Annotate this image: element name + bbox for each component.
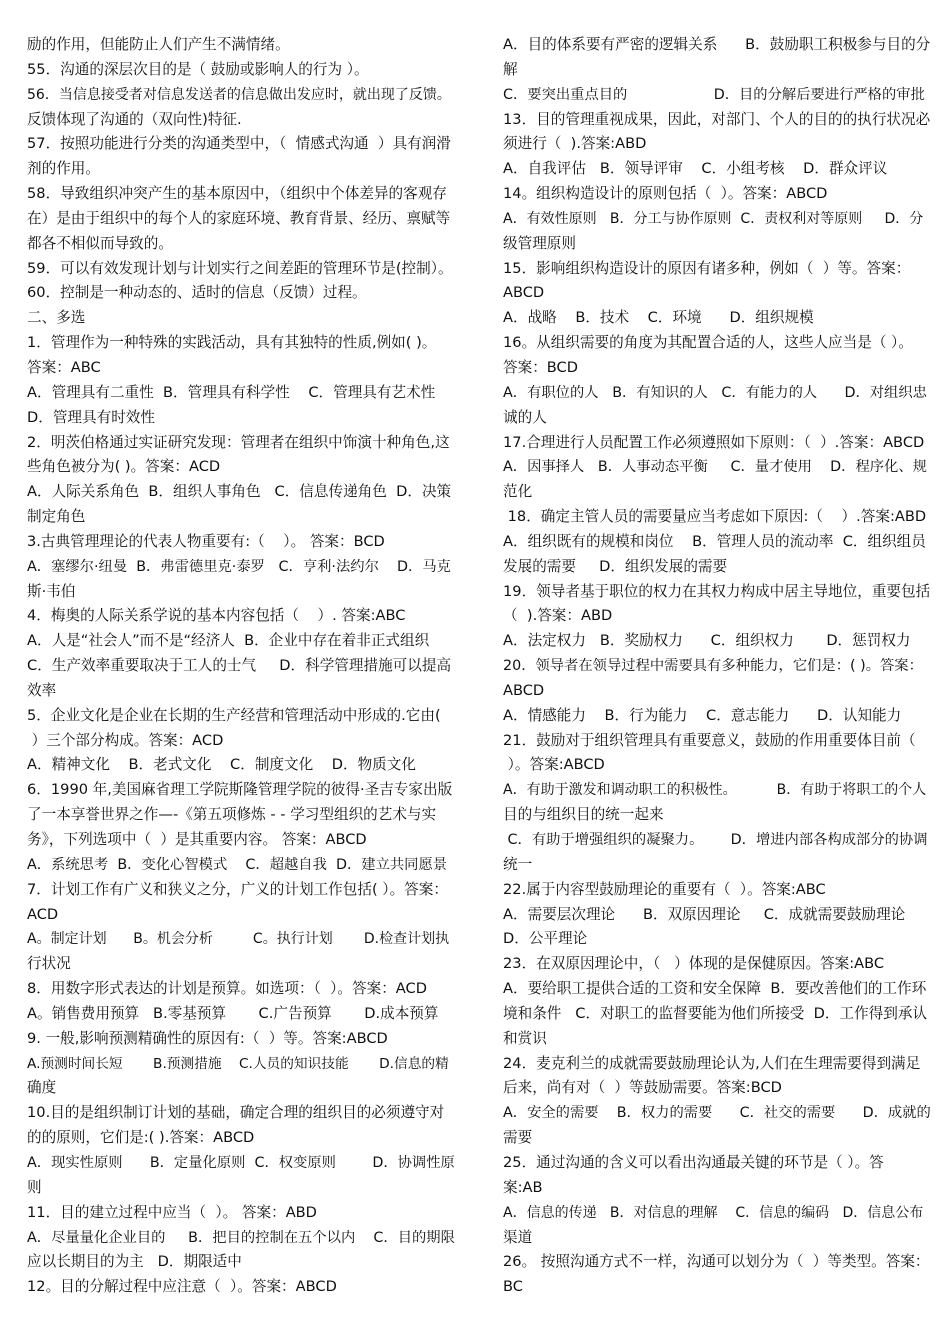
text-line: 21．鼓励对于组织管理具有重要意义，鼓励的作用重要体目前（ <box>503 731 916 749</box>
text-line: 行状况 <box>27 955 71 973</box>
text-line: A．信息的传递 B．对信息的理解 C．信息的编码 D．信息公布 <box>503 1204 924 1221</box>
text-line: 58．导致组织冲突产生的基本原因中，（组织中个体差异的客观存 <box>27 185 447 203</box>
text-line: 9. 一般,影响预测精确性的原因有:（ ）等。答案:ABCD <box>27 1029 388 1047</box>
text-line: C．要突出重点目的 D．目的分解后要进行严格的审批 <box>503 86 925 103</box>
text-line: 4．梅奥的人际关系学说的基本内容包括（ ）. 答案:ABC <box>27 607 406 625</box>
text-line: 24．麦克利兰的成就需要鼓励理论认为,人们在生理需要得到满足 <box>503 1054 921 1072</box>
text-line: ）。答案:ABCD <box>503 756 605 774</box>
text-line: D．公平理论 <box>503 930 588 948</box>
text-line: A．系统思考 B．变化心智模式 C．超越自我 D．建立共同愿景 <box>27 856 448 873</box>
text-line: 11．目的建立过程中应当（ ）。 答案：ABD <box>27 1203 317 1221</box>
text-line: A．需要层次理论 B．双原因理论 C．成就需要鼓励理论 <box>503 905 906 923</box>
text-line: 和赏识 <box>503 1029 547 1047</box>
text-line: 22.属于内容型鼓励理论的重要有（ ）。答案:ABC <box>503 880 826 898</box>
text-line: 19．领导者基于职位的权力在其权力构成中居主导地位，重要包括 <box>503 582 931 600</box>
text-line: 后来，尚有对（ ）等鼓励需要。答案:BCD <box>503 1079 782 1097</box>
text-line: 18．确定主管人员的需要量应当考虑如下原因:（ ）.答案:ABD <box>503 508 927 526</box>
text-line: A．现实性原则 B．定量化原则 C．权变原则 D．协调性原 <box>27 1154 455 1171</box>
text-line: 斯·韦伯 <box>27 582 76 600</box>
text-line: A．组织既有的规模和岗位 B．管理人员的流动率 C．组织组员 <box>503 532 926 550</box>
text-line: 1．管理作为一种特殊的实践活动，具有其独特的性质,例如( )。 <box>27 334 437 352</box>
text-line: ABCD <box>503 284 545 302</box>
text-line: 56．当信息接受者对信息发送者的信息做出发应时，就出现了反馈。 <box>27 86 451 103</box>
text-line: A。销售费用预算 B.零基预算 C.广告预算 D.成本预算 <box>27 1004 439 1022</box>
text-line: 发展的需要 D．组织发展的需要 <box>503 557 728 575</box>
text-line: 6．1990 年,美国麻省理工学院斯隆管理学院的彼得·圣吉专家出版 <box>27 781 453 799</box>
text-line: 境和条件 C．对职工的监督要能为他们所接受 D．工作得到承认 <box>503 1004 928 1022</box>
right-text-column <box>503 33 931 1300</box>
text-line: 则 <box>27 1178 42 1196</box>
text-line: A．目的体系要有严密的逻辑关系 B．鼓励职工积极参与目的分 <box>503 36 931 53</box>
text-line: A．安全的需要 B．权力的需要 C．社交的需要 D．成就的 <box>503 1105 931 1122</box>
text-line: 7．计划工作有广义和狭义之分，广义的计划工作包括( ）。答案： <box>27 880 448 898</box>
text-line: 60．控制是一种动态的、适时的信息（反馈）过程。 <box>27 284 367 302</box>
text-line: 17.合理进行人员配置工作必须遵照如下原则：（ ）.答案：ABCD <box>503 433 925 451</box>
text-line: 10.目的是组织制订计划的基础，确定合理的组织目的必须遵守对 <box>27 1104 445 1122</box>
text-line: 23．在双原因理论中，（ ）体现的是保健原因。答案:ABC <box>503 955 885 973</box>
text-line: 5．企业文化是企业在长期的生产经营和管理活动中形成的.它由( <box>27 706 441 724</box>
text-line: 需要 <box>503 1129 533 1147</box>
text-line: 务》，下列选项中（ ）是其重要内容。 答案：ABCD <box>27 831 367 848</box>
text-line: 55．沟通的深层次目的是（ 鼓励或影响人的行为 ）。 <box>27 60 369 78</box>
text-line: 励的作用，但能防止人们产生不满情绪。 <box>27 36 290 53</box>
text-line: 诚的人 <box>503 408 547 426</box>
text-line: 渠道 <box>503 1228 533 1246</box>
text-line: 的的原则，它们是:( ).答案：ABCD <box>27 1129 255 1147</box>
text-line: A．有职位的人 B．有知识的人 C．有能力的人 D．对组织忠 <box>503 384 927 401</box>
text-line: A．因事择人 B．人事动态平衡 C．量才使用 D．程序化、规 <box>503 459 927 476</box>
text-line: 答案：ABC <box>27 358 101 376</box>
text-line: 16。从组织需要的角度为其配置合适的人，这些人应当是（ ）。 <box>503 334 913 352</box>
text-line: A．要给职工提供合适的工资和安全保障 B．要改善他们的工作环 <box>503 980 927 998</box>
text-line: 统一 <box>503 855 533 873</box>
text-line: A．精神文化 B．老式文化 C．制度文化 D．物质文化 <box>27 756 416 774</box>
text-line: A．法定权力 B．奖励权力 C．组织权力 D．惩罚权力 <box>503 632 911 650</box>
text-line: 20．领导者在领导过程中需要具有多种能力，它们是：( )。答案： <box>503 658 923 675</box>
text-line: 制定角色 <box>27 508 86 526</box>
text-line: 确度 <box>27 1079 57 1097</box>
text-line: D．管理具有时效性 <box>27 408 155 426</box>
text-line: 反馈体现了沟通的（双向性)特征. <box>27 110 242 128</box>
text-line: （ ).答案：ABD <box>503 607 613 625</box>
text-line: 范化 <box>503 483 533 501</box>
text-line: A．有效性原则 B．分工与协作原则 C．责权利对等原则 D．分 <box>503 210 924 227</box>
text-line: A．战略 B．技术 C．环境 D．组织规模 <box>503 309 814 327</box>
text-line: 59．可以有效发现计划与计划实行之间差距的管理环节是(控制）。 <box>27 259 453 277</box>
text-line: 2．明茨伯格通过实证研究发现：管理者在组织中饰演十种角色,这 <box>27 433 450 451</box>
text-line: A．人是“社会人”而不是“经济人 B．企业中存在着非正式组织 <box>27 632 430 650</box>
text-line: A．人际关系角色 B．组织人事角色 C．信息传递角色 D．决策 <box>27 483 452 501</box>
text-line: A．管理具有二重性 B．管理具有科学性 C．管理具有艺术性 <box>27 383 436 401</box>
text-line: 些角色被分为( )。答案：ACD <box>27 458 221 476</box>
text-line: 目的与组织目的统一起来 <box>503 806 664 824</box>
text-line: 剂的作用。 <box>27 160 100 178</box>
text-line: 案:AB <box>503 1178 543 1196</box>
text-line: 了一本享誉世界之作—-《第五项修炼 - - 学习型组织的艺术与实 <box>27 806 437 824</box>
text-line: 12。目的分解过程中应注意（ ）。答案：ABCD <box>27 1278 337 1296</box>
text-line: 13．目的管理重视成果，因此，对部门、个人的目的的执行状况必 <box>503 110 931 128</box>
left-text-column <box>27 33 455 1300</box>
text-line: ）三个部分构成。答案：ACD <box>27 731 224 749</box>
text-line: 57．按照功能进行分类的沟通类型中，（ 情感式沟通 ）具有润滑 <box>27 135 451 153</box>
text-line: 效率 <box>27 681 57 699</box>
text-line: A．尽量量化企业目的 B．把目的控制在五个以内 C．目的期限 <box>27 1229 455 1246</box>
text-line: C．有助于增强组织的凝聚力。 D．增进内部各构成部分的协调 <box>503 832 928 848</box>
text-line: 答案：BCD <box>503 358 578 376</box>
text-line: 8．用数字形式表达的计划是预算。如选项：（ ）。答案：ACD <box>27 980 427 998</box>
text-line: 须进行（ ).答案:ABD <box>503 135 647 153</box>
text-line: A．自我评估 B．领导评审 C．小组考核 D．群众评议 <box>503 160 888 178</box>
text-line: 25．通过沟通的含义可以看出沟通最关键的环节是（ ）。答 <box>503 1153 884 1171</box>
text-line: ACD <box>27 905 59 923</box>
text-line: A．有助于激发和调动职工的积极性。 B．有助于将职工的个人 <box>503 782 927 799</box>
text-line: A.预测时间长短 B.预测措施 C.人员的知识技能 D.信息的精 <box>27 1055 449 1072</box>
text-line: 3.古典管理理论的代表人物重要有:（ ）。 答案：BCD <box>27 532 385 550</box>
text-line: C．生产效率重要取决于工人的士气 D．科学管理措施可以提高 <box>27 657 452 675</box>
text-line: A．情感能力 B．行为能力 C．意志能力 D．认知能力 <box>503 706 902 724</box>
text-line: 应以长期目的为主 D．期限适中 <box>27 1253 242 1271</box>
text-line: 26。 按照沟通方式不一样，沟通可以划分为（ ）等类型。答案： <box>503 1253 930 1271</box>
text-line: 在）是由于组织中的每个人的家庭环境、教育背景、经历、禀赋等 <box>27 209 451 227</box>
text-line: 都各不相似而导致的。 <box>27 234 173 252</box>
text-line: 14。组织构造设计的原则包括（ ）。答案：ABCD <box>503 185 828 203</box>
text-line: BC <box>503 1278 523 1296</box>
text-line: 二、多选 <box>27 309 86 327</box>
text-line: 级管理原则 <box>503 234 576 252</box>
text-line: A。制定计划 B。机会分析 C。执行计划 D.检查计划执 <box>27 931 450 948</box>
text-line: 15．影响组织构造设计的原因有诸多种，例如（ ）等。答案： <box>503 259 911 277</box>
text-line: 解 <box>503 60 518 78</box>
text-line: ABCD <box>503 681 545 699</box>
text-line: A．塞缪尔·纽曼 B．弗雷德里克·泰罗 C．亨利·法约尔 D．马克 <box>27 558 451 575</box>
